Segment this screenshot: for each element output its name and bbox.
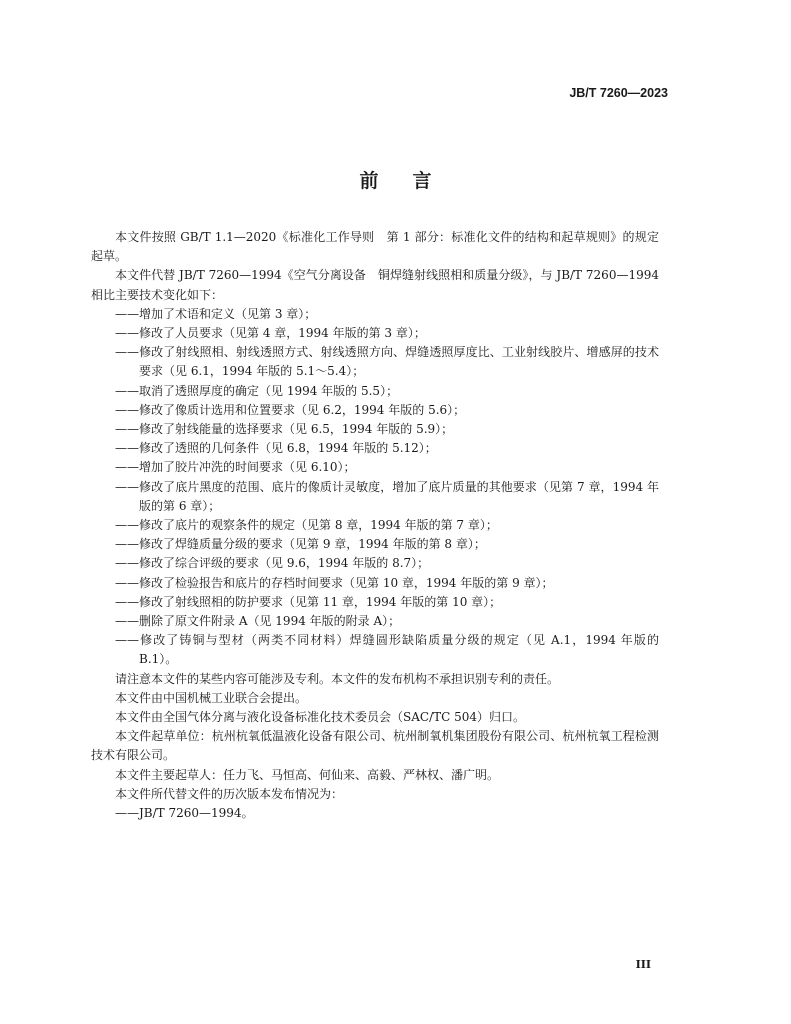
paragraph: 本文件代替 JB/T 7260—1994《空气分离设备 铜焊缝射线照相和质量分级》，与 JB/T 7260—1994 相比主要技术变化如下： [91, 268, 659, 302]
paragraph: 本文件主要起草人：任力飞、马恒高、何仙来、高毅、严林权、潘广明。 [115, 767, 500, 782]
list-item: ——修改了底片黑度的范围、底片的像质计灵敏度，增加了底片质量的其他要求（见第 7 章，1994 年版的第 6 章）； [115, 479, 659, 513]
list-item: ——取消了透照厚度的确定（见 1994 年版的 5.5）； [115, 383, 399, 398]
paragraph: 本文件由全国气体分离与液化设备标准化技术委员会（SAC/TC 504）归口。 [115, 710, 526, 725]
list-item: ——修改了透照的几何条件（见 6.8，1994 年版的 5.12）； [115, 441, 437, 456]
foreword-body [91, 228, 659, 823]
standard-number: JB/T 7260—2023 [569, 86, 668, 100]
paragraph: 本文件由中国机械工业联合会提出。 [115, 690, 308, 705]
list-item: ——修改了焊缝质量分级的要求（见第 9 章，1994 年版的第 8 章）； [115, 537, 486, 552]
list-item: ——修改了像质计选用和位置要求（见 6.2，1994 年版的 5.6）； [115, 402, 466, 417]
list-item: ——修改了检验报告和底片的存档时间要求（见第 10 章，1994 年版的第 9 章）； [115, 575, 554, 590]
paragraph: 本文件按照 GB/T 1.1—2020《标准化工作导则 第 1 部分：标准化文件的结构和起草规则》的规定起草。 [91, 230, 659, 264]
page-number: III [635, 958, 651, 971]
list-item: ——增加了胶片冲洗的时间要求（见 6.10）； [115, 460, 356, 475]
list-item: ——修改了铸铜与型材（两类不同材料）焊缝圆形缺陷质量分级的规定（见 A.1，1994 年版的 B.1）。 [115, 633, 659, 667]
list-item: ——修改了射线照相、射线透照方式、射线透照方向、焊缝透照厚度比、工业射线胶片、增感屏的技术要求（见 6.1，1994 年版的 5.1～5.4）； [115, 345, 659, 379]
list-item: ——修改了综合评级的要求（见 9.6，1994 年版的 8.7）； [115, 556, 430, 571]
list-item: ——修改了人员要求（见第 4 章，1994 年版的第 3 章）； [115, 326, 426, 341]
list-item: ——修改了射线照相的防护要求（见第 11 章，1994 年版的第 10 章）； [115, 594, 502, 609]
paragraph: 请注意本文件的某些内容可能涉及专利。本文件的发布机构不承担识别专利的责任。 [115, 671, 560, 686]
paragraph: 本文件起草单位：杭州杭氧低温液化设备有限公司、杭州制氧机集团股份有限公司、杭州杭氧工程检测技术有限公司。 [91, 729, 659, 763]
paragraph: 本文件所代替文件的历次版本发布情况为： [115, 786, 344, 801]
list-item: ——修改了射线能量的选择要求（见 6.5，1994 年版的 5.9）； [115, 422, 454, 437]
list-item: ——删除了原文件附录 A（见 1994 年版的附录 A）； [115, 614, 401, 629]
list-item: ——修改了底片的观察条件的规定（见第 8 章，1994 年版的第 7 章）； [115, 518, 498, 533]
list-item: ——增加了术语和定义（见第 3 章）； [115, 306, 317, 321]
list-item: ——JB/T 7260—1994。 [115, 806, 254, 821]
page-title: 前言 [359, 170, 466, 192]
